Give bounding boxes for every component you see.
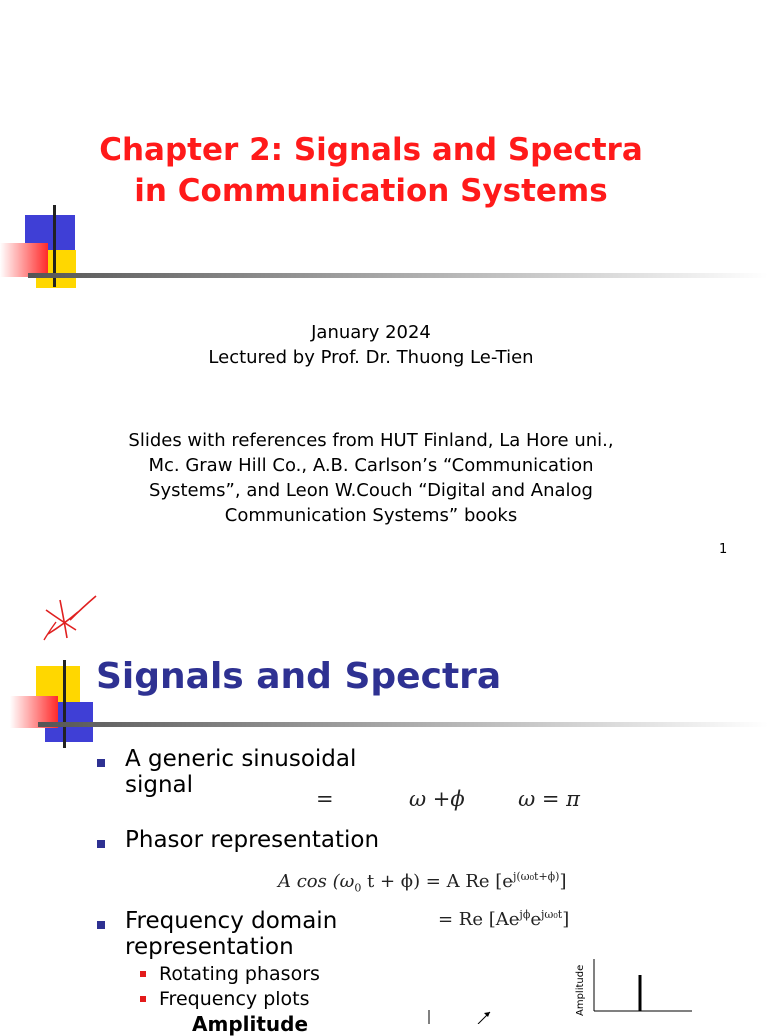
formula-part: e [530, 908, 541, 930]
sub-bullet-rotating-phasors: Rotating phasors [159, 963, 320, 985]
slide-1-decoration [0, 205, 768, 295]
bullet-text: signal [125, 772, 194, 798]
formula-part: ] [559, 871, 567, 892]
bullet-marker [97, 921, 105, 929]
handwritten-mark-icon [30, 590, 105, 660]
amplitude-spectrum-plot [570, 955, 700, 1020]
formula-part: jϕ [519, 907, 531, 921]
title-line-1: Chapter 2: Signals and Spectra [99, 132, 643, 168]
formula-omega-phi: ω +ϕ [408, 787, 465, 811]
deco-horizontal-line [38, 722, 768, 727]
slide-1-lecturer: Lectured by Prof. Dr. Thuong Le-Tien [208, 347, 534, 368]
bullet-text: Frequency domain [125, 908, 338, 934]
formula-part: = Re [Ae [438, 908, 520, 930]
slide-1-title [0, 130, 742, 212]
phasor-diagram-fragment [420, 1004, 500, 1024]
sinusoid-formula [316, 787, 580, 811]
formula-part: ] [562, 908, 570, 930]
reference-line: Slides with references from HUT Finland, La Hore uni., [128, 430, 614, 451]
formula-omega-pi: ω = π [518, 787, 580, 811]
sub-bullet-marker [140, 971, 146, 977]
reference-line: Mc. Graw Hill Co., A.B. Carlson’s “Communication [148, 455, 594, 476]
reference-line: Systems”, and Leon W.Couch “Digital and Analog [149, 480, 593, 501]
formula-part: A cos (ω [278, 871, 355, 892]
bullet-text: representation [125, 934, 294, 960]
plot-axis-label: Amplitude [575, 964, 586, 1016]
bullet-frequency-domain [125, 908, 337, 960]
slide-2-title: Signals and Spectra [96, 656, 502, 697]
sub-bullet-frequency-plots: Frequency plots [159, 988, 310, 1010]
deco-red-square [0, 243, 48, 277]
deco-vertical-line [63, 660, 66, 748]
formula-part: j(ω₀t+ϕ) [512, 870, 560, 883]
cutoff-amplitude-label: Amplitude [192, 1012, 309, 1036]
bullet-phasor: Phasor representation [125, 827, 380, 853]
formula-part: jω₀t [540, 907, 563, 921]
bullet-marker [97, 840, 105, 848]
deco-horizontal-line [28, 273, 768, 278]
formula-part: 0 [354, 881, 362, 895]
slide-1-references [0, 428, 742, 528]
reference-line: Communication Systems” books [224, 505, 518, 526]
sub-bullet-marker [140, 996, 146, 1002]
arrow-head-icon [484, 1012, 490, 1017]
bullet-text: A generic sinusoidal [125, 746, 357, 772]
slide-1-date: January 2024 [311, 322, 431, 343]
phasor-formula-line-1 [278, 864, 569, 902]
page-number: 1 [719, 542, 728, 557]
formula-part: t + ϕ) = A Re [e [361, 871, 513, 892]
bullet-marker [97, 759, 105, 767]
title-line-2: in Communication Systems [134, 173, 608, 209]
formula-eq: = [316, 787, 334, 811]
